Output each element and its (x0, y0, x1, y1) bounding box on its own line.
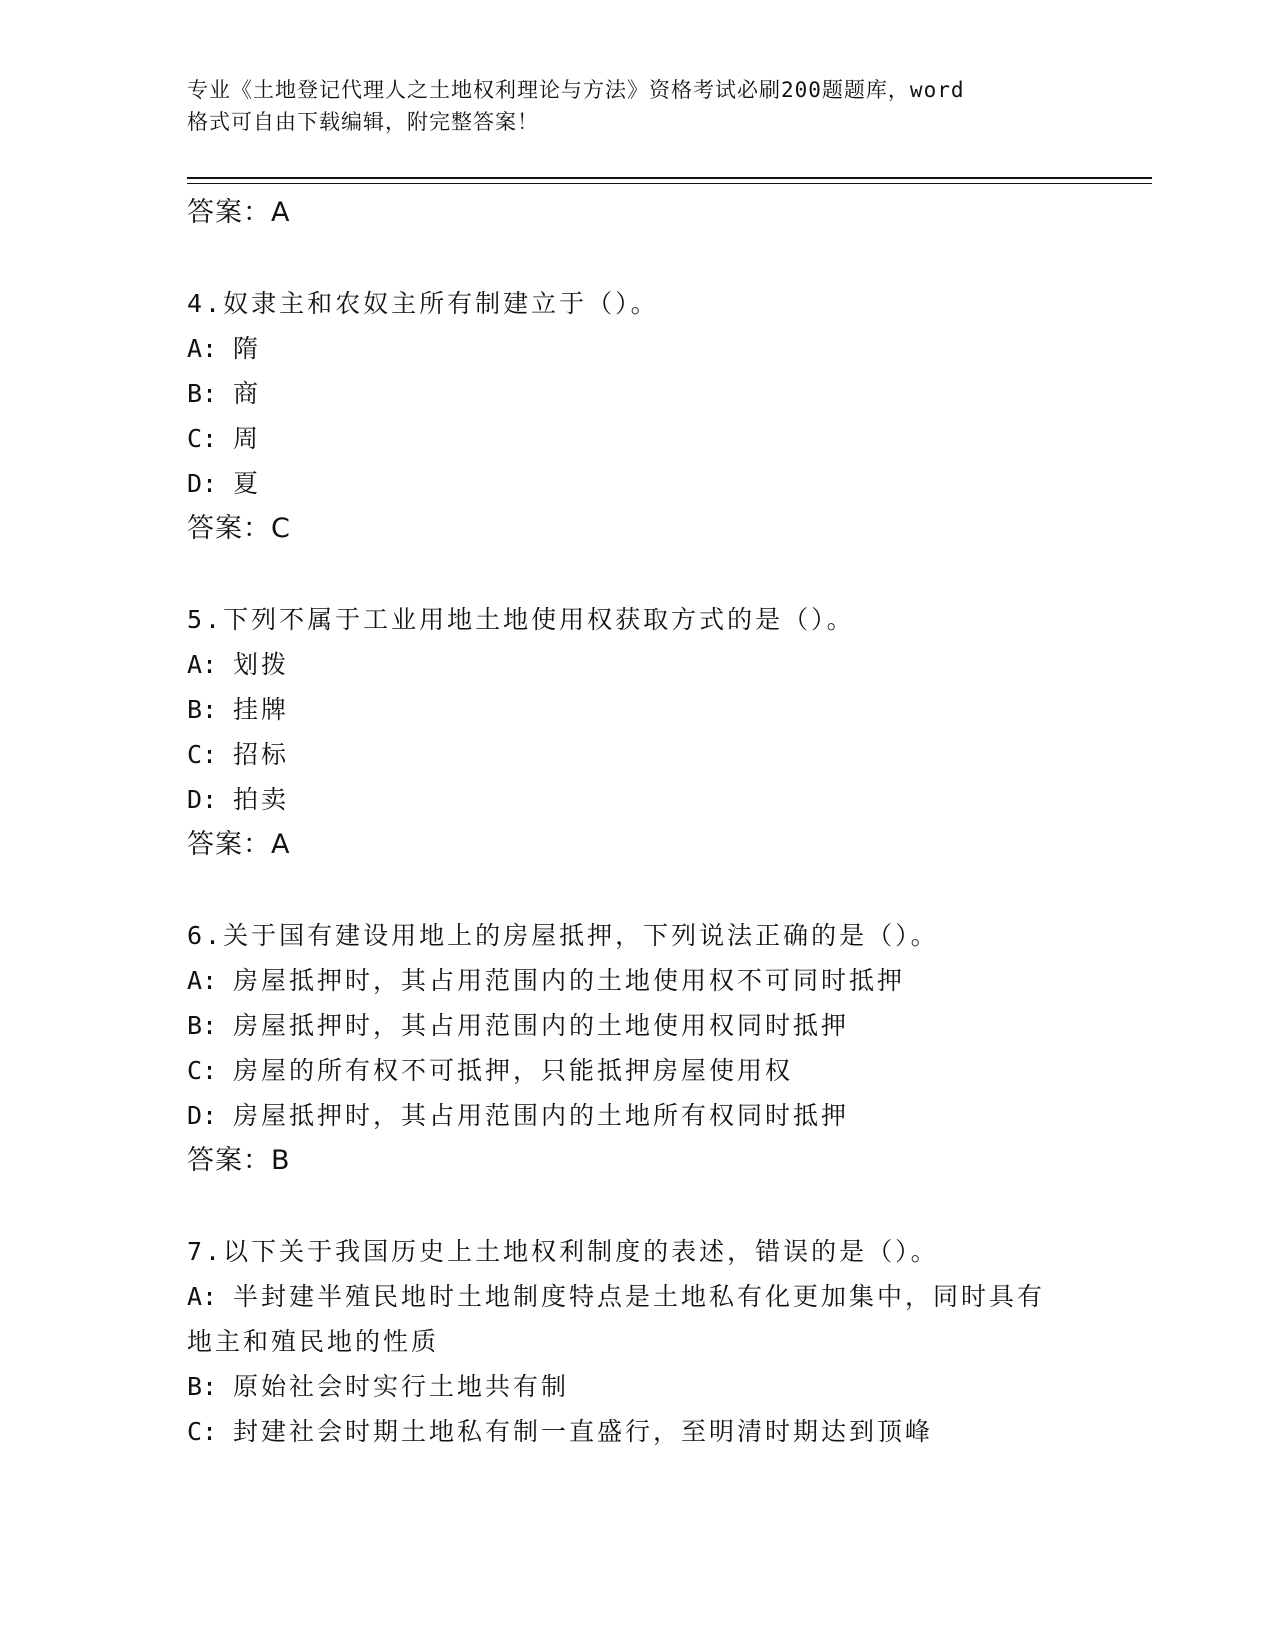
option-c (187, 732, 1087, 777)
question-block (187, 597, 1087, 868)
document-header (187, 74, 1067, 138)
spacer (187, 1184, 1087, 1229)
option-d (187, 461, 1087, 506)
header-line-2: 格式可自由下载编辑，附完整答案！ (187, 110, 539, 134)
spacer (187, 552, 1087, 597)
option-key: B: (187, 1372, 218, 1401)
option-a (187, 958, 1087, 1003)
option-text: 半封建半殖民地时土地制度特点是土地私有化更加集中，同时具有地主和殖民地的性质 (187, 1282, 1046, 1356)
option-b (187, 1364, 1087, 1409)
option-key: C: (187, 1056, 218, 1085)
question-text: 5.下列不属于工业用地土地使用权获取方式的是（）。 (187, 605, 855, 634)
option-c (187, 1409, 1087, 1454)
option-key: B: (187, 379, 218, 408)
header-line-1: 专业《土地登记代理人之土地权利理论与方法》资格考试必刷200题题库，word (187, 78, 965, 102)
question-text: 6.关于国有建设用地上的房屋抵押，下列说法正确的是（）。 (187, 921, 939, 950)
option-text: 拍卖 (233, 785, 290, 814)
option-key: C: (187, 424, 218, 453)
header-divider-thin (187, 183, 1152, 184)
question-text: 4.奴隶主和农奴主所有制建立于（）。 (187, 289, 659, 318)
option-key: C: (187, 740, 218, 769)
option-b (187, 687, 1087, 732)
question-text: 7.以下关于我国历史上土地权利制度的表述，错误的是（）。 (187, 1237, 939, 1266)
option-c (187, 416, 1087, 461)
option-c (187, 1048, 1087, 1093)
question-block (187, 1229, 1087, 1454)
option-b (187, 1003, 1087, 1048)
option-d (187, 777, 1087, 822)
option-key: B: (187, 1011, 218, 1040)
question-block (187, 913, 1087, 1184)
option-text: 房屋抵押时，其占用范围内的土地使用权不可同时抵押 (233, 966, 906, 995)
option-key: D: (187, 469, 218, 498)
option-key: A: (187, 334, 218, 363)
option-key: A: (187, 1282, 218, 1311)
option-key: D: (187, 785, 218, 814)
option-d (187, 1093, 1087, 1138)
answer-line: 答案：A (187, 829, 291, 860)
option-text: 封建社会时期土地私有制一直盛行，至明清时期达到顶峰 (233, 1417, 934, 1446)
option-key: B: (187, 695, 218, 724)
answer-line: 答案：B (187, 1145, 291, 1176)
option-key: A: (187, 966, 218, 995)
spacer (187, 236, 1087, 281)
option-key: D: (187, 1101, 218, 1130)
option-b (187, 371, 1087, 416)
option-text: 房屋抵押时，其占用范围内的土地使用权同时抵押 (233, 1011, 850, 1040)
question-block (187, 281, 1087, 552)
option-text: 商 (233, 379, 262, 408)
question-list (187, 190, 1087, 1454)
option-key: A: (187, 650, 218, 679)
option-text: 隋 (233, 334, 262, 363)
option-a (187, 326, 1087, 371)
option-text: 划拨 (233, 650, 290, 679)
option-text: 夏 (233, 469, 262, 498)
answer-line: 答案：C (187, 513, 291, 544)
option-a (187, 1274, 1067, 1364)
answer-line: 答案：A (187, 197, 291, 228)
option-key: C: (187, 1417, 218, 1446)
option-text: 挂牌 (233, 695, 290, 724)
option-text: 原始社会时实行土地共有制 (233, 1372, 570, 1401)
option-a (187, 642, 1087, 687)
option-text: 房屋抵押时，其占用范围内的土地所有权同时抵押 (233, 1101, 850, 1130)
option-text: 房屋的所有权不可抵押，只能抵押房屋使用权 (233, 1056, 794, 1085)
option-text: 周 (233, 424, 262, 453)
option-text: 招标 (233, 740, 290, 769)
spacer (187, 868, 1087, 913)
header-divider-thick (187, 177, 1152, 179)
